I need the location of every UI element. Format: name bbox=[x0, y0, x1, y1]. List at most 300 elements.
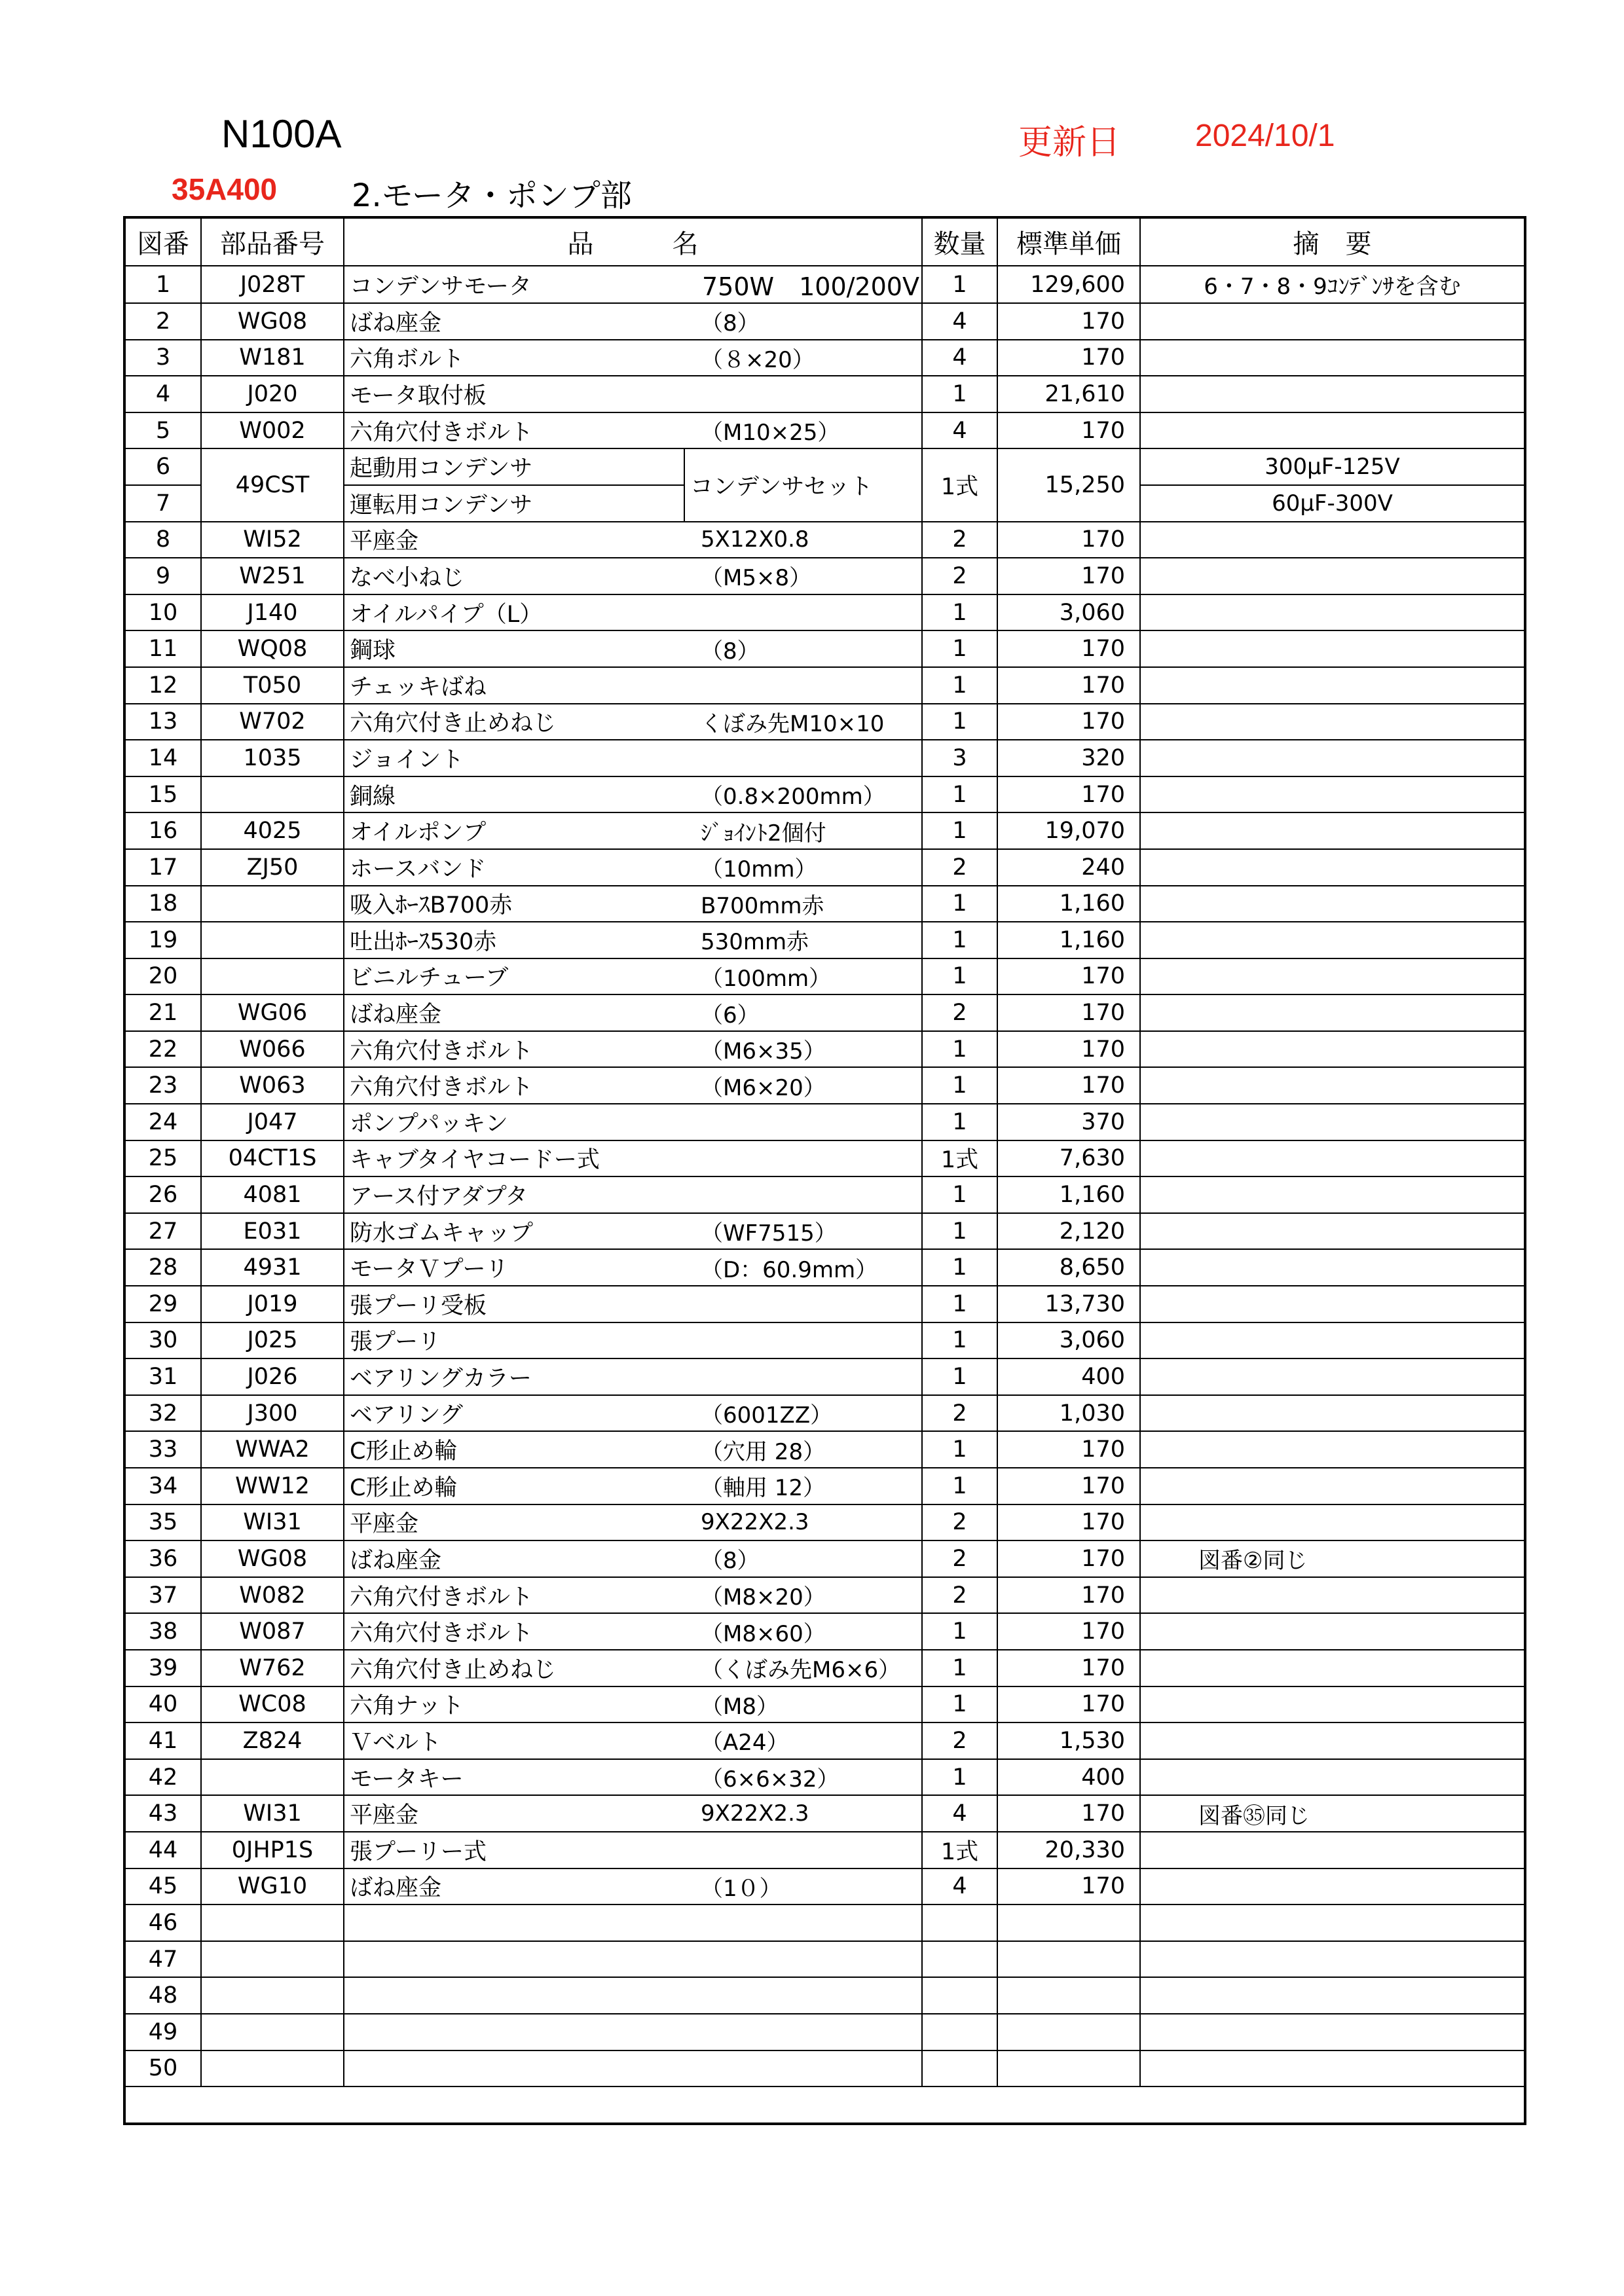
table-row bbox=[124, 740, 1525, 776]
item-name-wrapper bbox=[344, 1541, 921, 1576]
cell-remarks bbox=[1140, 1031, 1525, 1068]
item-name-wrapper bbox=[344, 922, 921, 958]
cell-quantity: 2 bbox=[922, 994, 997, 1031]
cell-quantity: 2 bbox=[922, 1577, 997, 1614]
cell-item-name: 起動用コンデンサ bbox=[344, 448, 684, 485]
cell-no: 25 bbox=[124, 1140, 201, 1177]
cell-no: 8 bbox=[124, 522, 201, 558]
cell-part-number: 49CST bbox=[201, 448, 344, 521]
table-row bbox=[124, 522, 1525, 558]
cell-item-name: オイルパイプ（L） bbox=[350, 601, 543, 628]
cell-item-name: C形止め輪 bbox=[350, 1438, 458, 1465]
cell-no: 20 bbox=[124, 958, 201, 995]
cell-item-name: オイルポンプ bbox=[350, 820, 487, 847]
cell-item-name: ポンプパッキン bbox=[350, 1110, 508, 1137]
table-row bbox=[124, 1686, 1525, 1723]
cell-spec: （6001ZZ） bbox=[701, 1402, 833, 1429]
item-name-wrapper bbox=[344, 304, 921, 339]
item-name-wrapper bbox=[344, 740, 921, 776]
cell-unit-price: 400 bbox=[997, 1358, 1140, 1395]
cell-remarks bbox=[1140, 594, 1525, 631]
table-row bbox=[124, 1358, 1525, 1395]
table-row bbox=[124, 1540, 1525, 1577]
table-row bbox=[124, 1140, 1525, 1177]
cell-item-name-group bbox=[344, 812, 922, 849]
cell-spec: （8） bbox=[701, 310, 760, 337]
cell-quantity: 2 bbox=[922, 1722, 997, 1759]
cell-spec: （M6×35） bbox=[701, 1038, 826, 1065]
table-row bbox=[124, 849, 1525, 886]
cell-item-name-group bbox=[344, 340, 922, 376]
cell-spec: （6） bbox=[701, 1002, 760, 1029]
cell-part-number: J019 bbox=[201, 1286, 344, 1322]
cell-spec: （８×20） bbox=[701, 346, 815, 373]
section-title: 2.モータ・ポンプ部 bbox=[352, 177, 632, 214]
cell-spec: 9X22X2.3 bbox=[701, 1509, 809, 1536]
cell-quantity: 2 bbox=[922, 558, 997, 594]
cell-no: 49 bbox=[124, 2014, 201, 2050]
cell-item-name-group bbox=[344, 886, 922, 922]
cell-item-name-group bbox=[344, 1650, 922, 1686]
cell-item-name: 平座金 bbox=[350, 1802, 419, 1829]
cell-part-number: J020 bbox=[201, 376, 344, 412]
table-row bbox=[124, 812, 1525, 849]
cell-unit-price bbox=[997, 1904, 1140, 1941]
item-name-wrapper bbox=[344, 1068, 921, 1103]
cell-item-name-group bbox=[344, 994, 922, 1031]
cell-no: 19 bbox=[124, 922, 201, 958]
cell-spec: （M8×60） bbox=[701, 1620, 826, 1647]
cell-item-name: モータＶプーリ bbox=[350, 1256, 509, 1283]
cell-quantity bbox=[922, 1904, 997, 1941]
cell-unit-price bbox=[997, 2014, 1140, 2050]
cell-remarks bbox=[1140, 886, 1525, 922]
table-row bbox=[124, 1577, 1525, 1614]
table-row bbox=[124, 412, 1525, 449]
item-name-wrapper bbox=[344, 2051, 921, 2086]
cell-remarks bbox=[1140, 1431, 1525, 1468]
cell-unit-price: 170 bbox=[997, 1650, 1140, 1686]
cell-spec: （WF7515） bbox=[701, 1220, 837, 1247]
cell-part-number: WW12 bbox=[201, 1468, 344, 1504]
cell-item-name-group bbox=[344, 1977, 922, 2014]
table-row bbox=[124, 922, 1525, 958]
cell-item-name: 六角ナット bbox=[350, 1693, 464, 1720]
cell-quantity: 2 bbox=[922, 1540, 997, 1577]
cell-item-name-group bbox=[344, 594, 922, 631]
cell-quantity: 1 bbox=[922, 376, 997, 412]
cell-no: 14 bbox=[124, 740, 201, 776]
cell-item-name-group bbox=[344, 2014, 922, 2050]
cell-remarks: 図番②同じ bbox=[1140, 1540, 1525, 1577]
cell-item-name-group bbox=[344, 1176, 922, 1213]
cell-no: 18 bbox=[124, 886, 201, 922]
table-row bbox=[124, 1249, 1525, 1286]
cell-unit-price: 170 bbox=[997, 522, 1140, 558]
cell-item-name: モータキー bbox=[350, 1766, 464, 1793]
cell-part-number: WI31 bbox=[201, 1795, 344, 1832]
cell-spec: （8） bbox=[701, 638, 760, 665]
cell-unit-price: 13,730 bbox=[997, 1286, 1140, 1322]
item-name-wrapper bbox=[344, 1468, 921, 1504]
cell-no: 39 bbox=[124, 1650, 201, 1686]
cell-remarks bbox=[1140, 1759, 1525, 1796]
cell-quantity: 4 bbox=[922, 340, 997, 376]
table-row bbox=[124, 1322, 1525, 1359]
cell-spec: （くぼみ先M6×6） bbox=[701, 1657, 901, 1684]
cell-remarks bbox=[1140, 704, 1525, 740]
cell-item-name-group bbox=[344, 376, 922, 412]
cell-unit-price: 170 bbox=[997, 667, 1140, 704]
cell-no: 9 bbox=[124, 558, 201, 594]
table-row bbox=[124, 994, 1525, 1031]
cell-part-number: W002 bbox=[201, 412, 344, 449]
cell-remarks bbox=[1140, 1941, 1525, 1978]
cell-remarks bbox=[1140, 1832, 1525, 1868]
table-row bbox=[124, 558, 1525, 594]
cell-quantity: 3 bbox=[922, 740, 997, 776]
cell-item-name-group bbox=[344, 667, 922, 704]
cell-item-name: 六角穴付き止めねじ bbox=[350, 1656, 557, 1683]
cell-part-number: 0JHP1S bbox=[201, 1832, 344, 1868]
cell-unit-price: 170 bbox=[997, 340, 1140, 376]
cell-unit-price: 129,600 bbox=[997, 266, 1140, 303]
cell-remarks bbox=[1140, 994, 1525, 1031]
cell-item-name-group bbox=[344, 958, 922, 995]
cell-quantity: 1 bbox=[922, 1031, 997, 1068]
cell-item-name: 銅線 bbox=[350, 783, 396, 810]
cell-part-number: WG10 bbox=[201, 1868, 344, 1905]
item-name-wrapper bbox=[344, 1650, 921, 1686]
cell-item-name: 平座金 bbox=[350, 528, 419, 555]
cell-no: 1 bbox=[124, 266, 201, 303]
table-row bbox=[124, 1067, 1525, 1104]
item-name-wrapper bbox=[344, 1214, 921, 1249]
cell-item-name: ばね座金 bbox=[350, 1002, 442, 1029]
cell-unit-price: 170 bbox=[997, 958, 1140, 995]
cell-remarks bbox=[1140, 1504, 1525, 1541]
cell-item-name: キャブタイヤコードー式 bbox=[350, 1147, 600, 1174]
cell-item-name: 六角穴付きボルト bbox=[350, 1620, 534, 1647]
cell-part-number: 4081 bbox=[201, 1176, 344, 1213]
cell-quantity: 1 bbox=[922, 1650, 997, 1686]
cell-remarks bbox=[1140, 1868, 1525, 1905]
cell-item-name: ホースバンド bbox=[350, 856, 487, 883]
cell-unit-price: 170 bbox=[997, 1468, 1140, 1504]
cell-item-name-group bbox=[344, 1431, 922, 1468]
cell-remarks bbox=[1140, 303, 1525, 340]
cell-spec: （D：60.9mm） bbox=[701, 1256, 878, 1283]
updated-date: 2024/10/1 bbox=[1195, 118, 1335, 153]
cell-no: 21 bbox=[124, 994, 201, 1031]
cell-no: 37 bbox=[124, 1577, 201, 1614]
cell-item-name: 六角穴付き止めねじ bbox=[350, 710, 557, 737]
cell-item-name-group bbox=[344, 2050, 922, 2087]
cell-remarks bbox=[1140, 1140, 1525, 1177]
cell-quantity: 4 bbox=[922, 1868, 997, 1905]
cell-quantity: 1 bbox=[922, 704, 997, 740]
cell-part-number: J026 bbox=[201, 1358, 344, 1395]
cell-remarks bbox=[1140, 1613, 1525, 1650]
cell-item-name-group bbox=[344, 1904, 922, 1941]
cell-quantity: 1 bbox=[922, 776, 997, 813]
cell-item-name: 鋼球 bbox=[350, 638, 396, 665]
cell-item-name: 平座金 bbox=[350, 1511, 419, 1538]
cell-remarks bbox=[1140, 412, 1525, 449]
cell-quantity bbox=[922, 1941, 997, 1978]
item-name-wrapper bbox=[344, 813, 921, 848]
cell-spec: （穴用 28） bbox=[701, 1438, 826, 1465]
cell-unit-price: 7,630 bbox=[997, 1140, 1140, 1177]
cell-no: 4 bbox=[124, 376, 201, 412]
cell-item-name: 運転用コンデンサ bbox=[344, 485, 684, 522]
table-row bbox=[124, 1104, 1525, 1140]
cell-part-number: J047 bbox=[201, 1104, 344, 1140]
cell-part-number: WQ08 bbox=[201, 630, 344, 667]
cell-part-number: J025 bbox=[201, 1322, 344, 1359]
cell-spec: （M10×25） bbox=[701, 420, 840, 446]
header-unit-price: 標準単価 bbox=[997, 217, 1140, 266]
cell-no: 12 bbox=[124, 667, 201, 704]
cell-no: 5 bbox=[124, 412, 201, 449]
cell-remarks bbox=[1140, 1977, 1525, 2014]
table-row bbox=[124, 1941, 1525, 1978]
cell-spec: 750W 100/200V bbox=[702, 272, 919, 301]
cell-spec: （A24） bbox=[701, 1730, 789, 1757]
item-name-wrapper bbox=[344, 850, 921, 885]
cell-remarks bbox=[1140, 667, 1525, 704]
cell-item-name: ベアリング bbox=[350, 1402, 463, 1429]
cell-part-number: 04CT1S bbox=[201, 1140, 344, 1177]
table-row bbox=[124, 266, 1525, 303]
cell-quantity: 1 bbox=[922, 1468, 997, 1504]
table-row bbox=[124, 376, 1525, 412]
cell-item-name-group bbox=[344, 266, 922, 303]
cell-part-number: J300 bbox=[201, 1395, 344, 1432]
cell-item-name-group bbox=[344, 1613, 922, 1650]
cell-item-name: C形止め輪 bbox=[350, 1474, 458, 1501]
cell-item-name: ばね座金 bbox=[350, 1875, 442, 1902]
cell-unit-price: 15,250 bbox=[997, 448, 1140, 521]
cell-remarks bbox=[1140, 376, 1525, 412]
header-item-name-2: 名 bbox=[672, 229, 699, 259]
cell-quantity: 4 bbox=[922, 1795, 997, 1832]
cell-item-name-group bbox=[344, 630, 922, 667]
cell-quantity bbox=[922, 1977, 997, 2014]
cell-unit-price: 21,610 bbox=[997, 376, 1140, 412]
cell-part-number: W063 bbox=[201, 1067, 344, 1104]
cell-item-name-group bbox=[344, 303, 922, 340]
cell-unit-price: 170 bbox=[997, 1067, 1140, 1104]
cell-spec: （M5×8） bbox=[701, 565, 812, 592]
footer-row bbox=[124, 2086, 1525, 2124]
cell-remarks bbox=[1140, 958, 1525, 995]
parts-table bbox=[123, 216, 1526, 2125]
cell-item-name-group bbox=[344, 1540, 922, 1577]
table-row bbox=[124, 1722, 1525, 1759]
cell-spec: 5X12X0.8 bbox=[701, 526, 809, 553]
cell-quantity: 1 bbox=[922, 1358, 997, 1395]
cell-unit-price: 8,650 bbox=[997, 1249, 1140, 1286]
cell-part-number: W181 bbox=[201, 340, 344, 376]
item-name-wrapper bbox=[344, 1905, 921, 1941]
cell-spec: （軸用 12） bbox=[701, 1475, 826, 1502]
cell-quantity bbox=[922, 2050, 997, 2087]
cell-no: 15 bbox=[124, 776, 201, 813]
cell-no: 31 bbox=[124, 1358, 201, 1395]
item-name-wrapper bbox=[344, 1141, 921, 1176]
item-name-wrapper bbox=[344, 959, 921, 994]
cell-unit-price: 170 bbox=[997, 1795, 1140, 1832]
cell-remarks bbox=[1140, 2050, 1525, 2087]
cell-unit-price: 240 bbox=[997, 849, 1140, 886]
cell-no: 11 bbox=[124, 630, 201, 667]
cell-remarks bbox=[1140, 1650, 1525, 1686]
table-row bbox=[124, 1613, 1525, 1650]
cell-part-number: W066 bbox=[201, 1031, 344, 1068]
cell-no: 38 bbox=[124, 1613, 201, 1650]
cell-spec: くぼみ先M10×10 bbox=[701, 710, 885, 737]
cell-no: 34 bbox=[124, 1468, 201, 1504]
item-name-wrapper bbox=[344, 558, 921, 594]
table-row bbox=[124, 886, 1525, 922]
cell-unit-price bbox=[997, 1977, 1140, 2014]
cell-part-number bbox=[201, 1977, 344, 2014]
cell-unit-price: 170 bbox=[997, 1031, 1140, 1068]
table-header bbox=[124, 217, 1525, 266]
cell-quantity: 2 bbox=[922, 1395, 997, 1432]
cell-no: 24 bbox=[124, 1104, 201, 1140]
table-row bbox=[124, 1904, 1525, 1941]
header-part-number: 部品番号 bbox=[201, 217, 344, 266]
cell-quantity: 1 bbox=[922, 1431, 997, 1468]
cell-item-name-group bbox=[344, 1722, 922, 1759]
table-row bbox=[124, 1759, 1525, 1796]
table-row bbox=[124, 630, 1525, 667]
cell-quantity: 1式 bbox=[922, 1140, 997, 1177]
cell-remarks bbox=[1140, 1067, 1525, 1104]
cell-remarks bbox=[1140, 1577, 1525, 1614]
item-name-wrapper bbox=[344, 376, 921, 412]
cell-item-name-group bbox=[344, 412, 922, 449]
cell-unit-price: 400 bbox=[997, 1759, 1140, 1796]
item-name-wrapper bbox=[344, 1942, 921, 1977]
cell-spec: （1０） bbox=[701, 1875, 782, 1902]
item-name-wrapper bbox=[344, 1359, 921, 1394]
cell-item-name-group bbox=[344, 1686, 922, 1723]
cell-item-name-group bbox=[344, 922, 922, 958]
item-name-wrapper bbox=[344, 1323, 921, 1358]
cell-quantity: 2 bbox=[922, 522, 997, 558]
cell-no: 36 bbox=[124, 1540, 201, 1577]
cell-no: 13 bbox=[124, 704, 201, 740]
cell-item-name: ばね座金 bbox=[350, 310, 442, 337]
cell-remarks bbox=[1140, 1249, 1525, 1286]
cell-remarks bbox=[1140, 2014, 1525, 2050]
cell-remarks: 300μF-125V bbox=[1140, 448, 1525, 485]
table-row bbox=[124, 958, 1525, 995]
cell-spec: （100mm） bbox=[701, 965, 832, 992]
item-name-wrapper bbox=[344, 1505, 921, 1540]
cell-quantity: 4 bbox=[922, 412, 997, 449]
cell-unit-price bbox=[997, 2050, 1140, 2087]
cell-unit-price: 3,060 bbox=[997, 1322, 1140, 1359]
cell-no: 22 bbox=[124, 1031, 201, 1068]
cell-unit-price: 2,120 bbox=[997, 1213, 1140, 1250]
cell-quantity: 1 bbox=[922, 1759, 997, 1796]
cell-no: 46 bbox=[124, 1904, 201, 1941]
item-name-wrapper bbox=[344, 1432, 921, 1467]
cell-no: 28 bbox=[124, 1249, 201, 1286]
table-row bbox=[124, 594, 1525, 631]
cell-unit-price: 170 bbox=[997, 1868, 1140, 1905]
cell-unit-price: 170 bbox=[997, 1613, 1140, 1650]
cell-quantity: 1 bbox=[922, 594, 997, 631]
cell-item-name-group bbox=[344, 849, 922, 886]
cell-no: 32 bbox=[124, 1395, 201, 1432]
cell-unit-price: 170 bbox=[997, 704, 1140, 740]
cell-spec: （0.8×200mm） bbox=[701, 784, 885, 811]
cell-quantity: 1 bbox=[922, 1322, 997, 1359]
cell-unit-price: 320 bbox=[997, 740, 1140, 776]
cell-item-name: 吐出ﾎｰｽ530赤 bbox=[350, 928, 497, 955]
cell-no: 40 bbox=[124, 1686, 201, 1723]
cell-quantity: 1 bbox=[922, 1613, 997, 1650]
cell-unit-price: 170 bbox=[997, 412, 1140, 449]
cell-no: 33 bbox=[124, 1431, 201, 1468]
cell-item-name-group bbox=[344, 1468, 922, 1504]
cell-unit-price bbox=[997, 1941, 1140, 1978]
cell-unit-price: 170 bbox=[997, 1504, 1140, 1541]
cell-part-number: E031 bbox=[201, 1213, 344, 1250]
cell-part-number: 1035 bbox=[201, 740, 344, 776]
cell-spec: 9X22X2.3 bbox=[701, 1800, 809, 1827]
cell-item-name-group bbox=[344, 1868, 922, 1905]
cell-spec: （M8） bbox=[701, 1693, 779, 1720]
item-name-wrapper bbox=[344, 1104, 921, 1140]
cell-no: 3 bbox=[124, 340, 201, 376]
table-row bbox=[124, 704, 1525, 740]
cell-quantity: 1式 bbox=[922, 448, 997, 521]
cell-quantity: 1 bbox=[922, 1213, 997, 1250]
cell-spec: B700mm赤 bbox=[701, 892, 824, 919]
cell-item-name-group bbox=[344, 1104, 922, 1140]
cell-unit-price: 170 bbox=[997, 558, 1140, 594]
cell-remarks bbox=[1140, 849, 1525, 886]
table-row bbox=[124, 448, 1525, 485]
item-name-wrapper bbox=[344, 777, 921, 812]
cell-no: 35 bbox=[124, 1504, 201, 1541]
item-name-wrapper bbox=[344, 995, 921, 1030]
cell-item-name-group bbox=[344, 1759, 922, 1796]
cell-no: 47 bbox=[124, 1941, 201, 1978]
cell-no: 41 bbox=[124, 1722, 201, 1759]
cell-item-name-group bbox=[344, 1395, 922, 1432]
table-row bbox=[124, 1977, 1525, 2014]
cell-part-number: J028T bbox=[201, 266, 344, 303]
cell-part-number: Z824 bbox=[201, 1722, 344, 1759]
cell-quantity: 2 bbox=[922, 1504, 997, 1541]
cell-no: 30 bbox=[124, 1322, 201, 1359]
cell-part-number: 4931 bbox=[201, 1249, 344, 1286]
cell-item-name-group bbox=[344, 1577, 922, 1614]
cell-item-name-group bbox=[344, 1832, 922, 1868]
cell-item-name: コンデンサモータ bbox=[350, 273, 532, 300]
cell-unit-price: 1,160 bbox=[997, 922, 1140, 958]
table-row bbox=[124, 2050, 1525, 2087]
cell-item-name: ジョイント bbox=[350, 746, 464, 773]
cell-item-name: 張プーリ bbox=[350, 1329, 441, 1356]
